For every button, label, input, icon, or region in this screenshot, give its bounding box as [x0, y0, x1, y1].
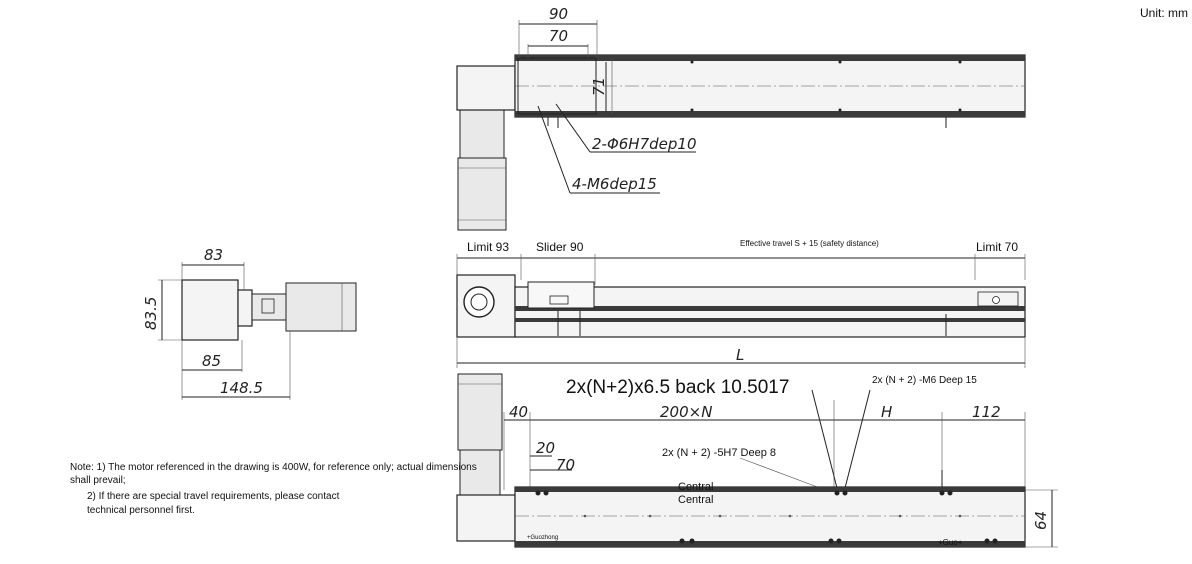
callout-holes: 2-Φ6H7dep10 [592, 135, 697, 153]
label-limit-right: Limit 70 [976, 240, 1019, 254]
label-slider: Slider 90 [536, 240, 584, 254]
unit-label: Unit: mm [1140, 6, 1188, 20]
label-m6-deep: 2x (N + 2) -M6 Deep 15 [872, 375, 977, 386]
label-central-1: Central [678, 481, 714, 493]
side-view [457, 239, 1025, 368]
bottom-view [457, 374, 1058, 547]
dim-90-top: 90 [549, 5, 569, 23]
label-effective-travel: Effective travel S + 15 (safety distance) [740, 239, 879, 248]
top-view [457, 5, 1025, 230]
brand-left: +Guozhong [527, 535, 559, 541]
dim-83: 83 [204, 246, 224, 264]
label-5h7-deep: 2x (N + 2) -5H7 Deep 8 [662, 447, 777, 459]
dim-200n: 200×N [660, 403, 713, 421]
dim-70-bottom: 70 [556, 456, 576, 474]
dim-70-top: 70 [549, 27, 569, 45]
dim-H: H [881, 403, 893, 421]
dim-20: 20 [536, 439, 556, 457]
note-line-2: shall prevail; [70, 475, 126, 486]
dim-83-5: 83.5 [142, 296, 160, 330]
dim-112: 112 [972, 403, 1001, 421]
dim-71: 71 [590, 76, 608, 96]
formula-main: 2x(N+2)x6.5 back 10.5017 [566, 377, 790, 398]
note-line-1: Note: 1) The motor referenced in the drawing is 400W, for reference only; actual dimensions [70, 462, 477, 473]
dim-40: 40 [509, 403, 529, 421]
dim-L: L [736, 346, 745, 364]
dim-148-5: 148.5 [220, 379, 263, 397]
callout-threads: 4-M6dep15 [572, 175, 657, 193]
brand-right: +Guo+ [938, 538, 963, 547]
label-limit-left: Limit 93 [467, 240, 510, 254]
end-view [142, 246, 356, 400]
note-line-3: 2) If there are special travel requirements, please contact [87, 491, 340, 502]
dim-64: 64 [1032, 510, 1050, 530]
dim-85: 85 [202, 352, 222, 370]
label-central-2: Central [678, 494, 714, 506]
note-line-4: technical personnel first. [87, 505, 195, 516]
